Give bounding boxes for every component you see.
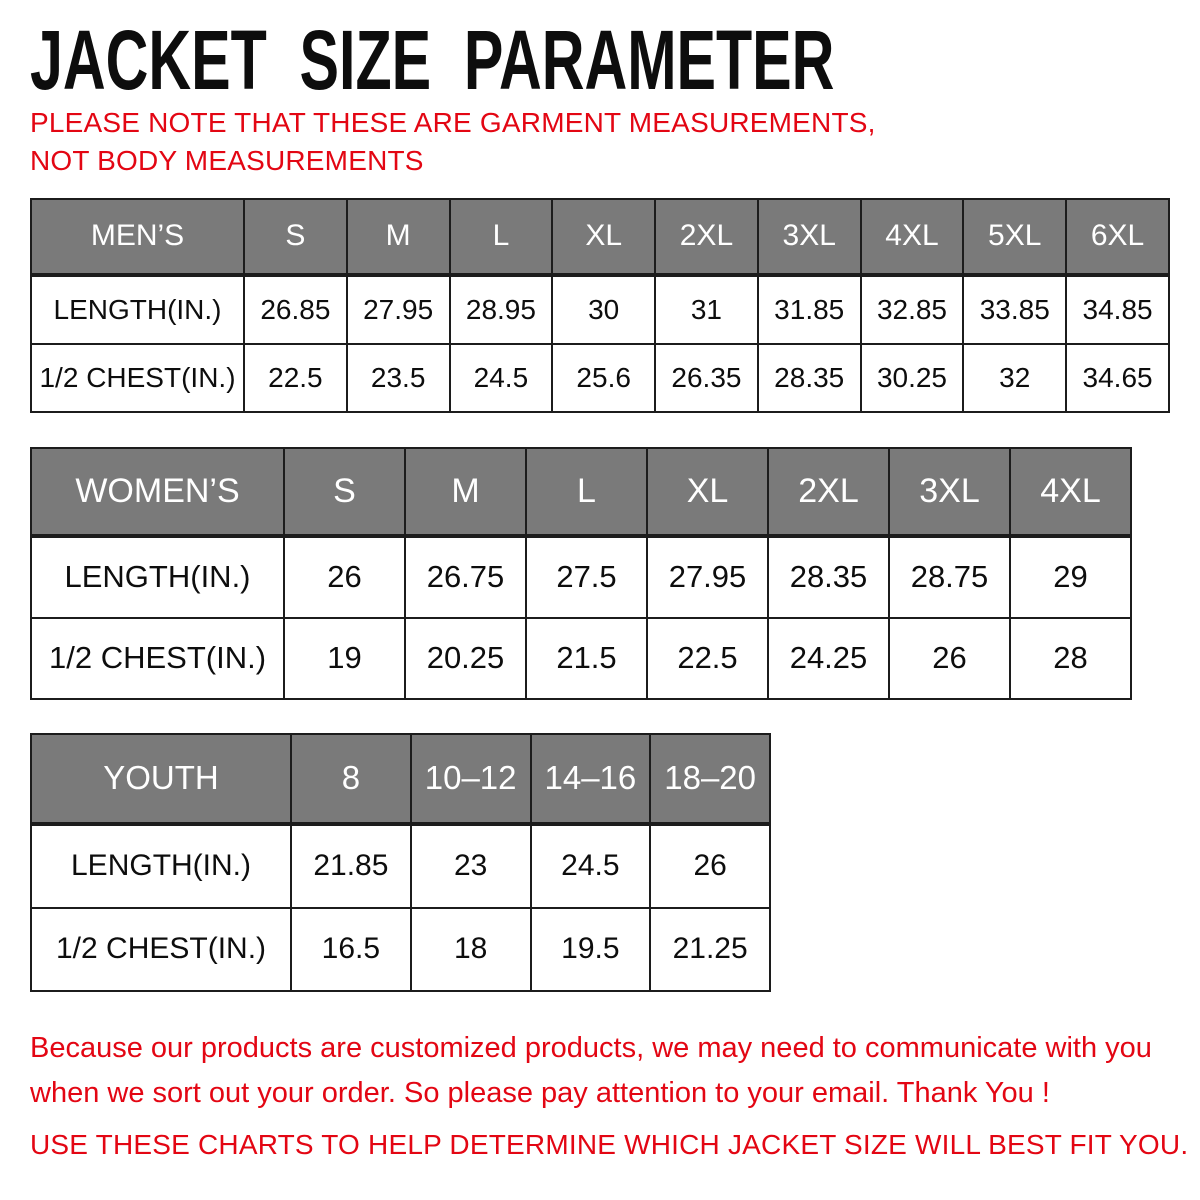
header-row (31, 734, 770, 824)
size-header-cell: L (450, 199, 553, 275)
value-cell: 20.25 (405, 618, 526, 699)
size-header-cell: 10–12 (411, 734, 531, 824)
size-header-cell: 2XL (655, 199, 758, 275)
value-cell: 27.95 (347, 275, 450, 344)
value-cell: 26.85 (244, 275, 347, 344)
mens-size-table (30, 198, 1170, 413)
value-cell: 22.5 (244, 344, 347, 412)
value-cell: 21.85 (291, 824, 411, 908)
value-cell: 24.25 (768, 618, 889, 699)
size-header-cell: 3XL (758, 199, 861, 275)
value-cell: 28.35 (758, 344, 861, 412)
value-cell: 19 (284, 618, 405, 699)
youth-size-table (30, 733, 771, 992)
customization-notice: Because our products are customized products, we may need to communicate with you when we sort out your order. So please pay attention to your email. Thank You ! (30, 1031, 1152, 1109)
value-cell: 23.5 (347, 344, 450, 412)
value-cell: 28.35 (768, 536, 889, 618)
size-header-cell: 4XL (861, 199, 964, 275)
size-header-cell: S (284, 448, 405, 536)
header-row (31, 199, 1169, 275)
value-cell: 23 (411, 824, 531, 908)
value-cell: 19.5 (531, 908, 651, 991)
header-row (31, 448, 1131, 536)
value-cell: 21.25 (650, 908, 770, 991)
page-title: JACKET SIZE PARAMETER (30, 12, 835, 107)
value-cell: 30 (552, 275, 655, 344)
value-cell: 22.5 (647, 618, 768, 699)
size-header-cell: M (405, 448, 526, 536)
value-cell: 26.75 (405, 536, 526, 618)
value-cell: 26 (650, 824, 770, 908)
value-cell: 24.5 (450, 344, 553, 412)
size-header-cell: S (244, 199, 347, 275)
row-label-cell: 1/2 CHEST(IN.) (31, 908, 291, 991)
measurement-row (31, 824, 770, 908)
size-header-cell: 3XL (889, 448, 1010, 536)
value-cell: 34.65 (1066, 344, 1169, 412)
row-label-cell: LENGTH(IN.) (31, 824, 291, 908)
size-header-cell: XL (552, 199, 655, 275)
size-header-cell: 14–16 (531, 734, 651, 824)
size-header-cell: 8 (291, 734, 411, 824)
value-cell: 33.85 (963, 275, 1066, 344)
garment-measurement-note: PLEASE NOTE THAT THESE ARE GARMENT MEASUREMENTS, NOT BODY MEASUREMENTS (30, 107, 876, 176)
value-cell: 32.85 (861, 275, 964, 344)
group-header-cell: MEN’S (31, 199, 244, 275)
size-header-cell: L (526, 448, 647, 536)
womens-size-table (30, 447, 1132, 700)
size-header-cell: 4XL (1010, 448, 1131, 536)
measurement-row (31, 536, 1131, 618)
value-cell: 31.85 (758, 275, 861, 344)
value-cell: 21.5 (526, 618, 647, 699)
value-cell: 31 (655, 275, 758, 344)
value-cell: 32 (963, 344, 1066, 412)
row-label-cell: LENGTH(IN.) (31, 536, 284, 618)
value-cell: 27.95 (647, 536, 768, 618)
size-header-cell: 6XL (1066, 199, 1169, 275)
value-cell: 26 (889, 618, 1010, 699)
value-cell: 29 (1010, 536, 1131, 618)
value-cell: 30.25 (861, 344, 964, 412)
value-cell: 28.95 (450, 275, 553, 344)
value-cell: 26 (284, 536, 405, 618)
measurement-row (31, 275, 1169, 344)
row-label-cell: 1/2 CHEST(IN.) (31, 344, 244, 412)
measurement-row (31, 908, 770, 991)
size-header-cell: XL (647, 448, 768, 536)
row-label-cell: LENGTH(IN.) (31, 275, 244, 344)
value-cell: 24.5 (531, 824, 651, 908)
size-header-cell: 2XL (768, 448, 889, 536)
chart-usage-caption: USE THESE CHARTS TO HELP DETERMINE WHICH JACKET SIZE WILL BEST FIT YOU. (30, 1129, 1189, 1161)
size-header-cell: 5XL (963, 199, 1066, 275)
row-label-cell: 1/2 CHEST(IN.) (31, 618, 284, 699)
value-cell: 16.5 (291, 908, 411, 991)
size-header-cell: M (347, 199, 450, 275)
value-cell: 27.5 (526, 536, 647, 618)
value-cell: 26.35 (655, 344, 758, 412)
group-header-cell: YOUTH (31, 734, 291, 824)
size-header-cell: 18–20 (650, 734, 770, 824)
measurement-row (31, 344, 1169, 412)
value-cell: 18 (411, 908, 531, 991)
value-cell: 28.75 (889, 536, 1010, 618)
size-tables (30, 198, 1200, 992)
value-cell: 28 (1010, 618, 1131, 699)
value-cell: 34.85 (1066, 275, 1169, 344)
group-header-cell: WOMEN’S (31, 448, 284, 536)
measurement-row (31, 618, 1131, 699)
value-cell: 25.6 (552, 344, 655, 412)
